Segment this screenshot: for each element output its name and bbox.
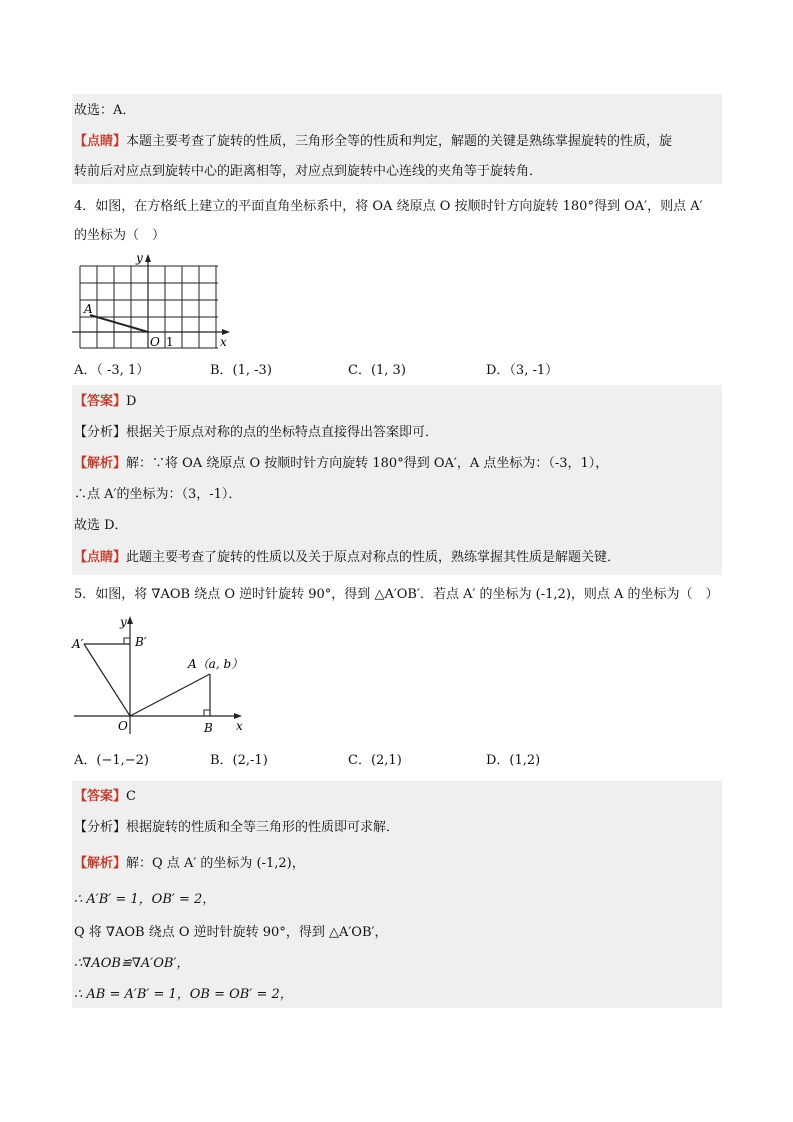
q5-right-angle-b: [204, 710, 210, 716]
q4-label-o: O: [150, 335, 160, 349]
q5-segment-o-a-prime: [84, 644, 130, 716]
q5-label-y: y: [120, 615, 127, 629]
q5-rotation-figure: [70, 608, 250, 738]
q3-comment-text1: 本题主要考查了旋转的性质，三角形全等的性质和判定，解题的关键是熟练掌握旋转的性质，旋: [126, 134, 673, 149]
q4-stem-line1: 4．如图，在方格纸上建立的平面直角坐标系中，将 OA 绕原点 O 按顺时针方向旋转 180°得到 OA′，则点 A′: [74, 199, 703, 214]
q4-analysis-label: 【分析】: [74, 425, 127, 440]
q5-label-x: x: [236, 719, 243, 733]
q4-option-d[interactable]: D．（3, -1）: [486, 363, 559, 378]
q4-segment-oa: [90, 315, 148, 332]
q5-solution-line2: ∴ A′B′ = 1，OB′ = 2，: [74, 892, 216, 907]
q5-answer-line: [74, 788, 136, 806]
q5-label-a: A（a, b）: [188, 657, 244, 671]
q3-comment-line1: [74, 133, 672, 151]
q5-solution-line5: ∴ AB = A′B′ = 1，OB = OB′ = 2，: [74, 987, 293, 1002]
q5-analysis-text: 根据旋转的性质和全等三角形的性质即可求解．: [126, 820, 400, 835]
q4-solution-text1: 解：∵将 OA 绕原点 O 按顺时针方向旋转 180°得到 OA′，A 点坐标为：（-3，1），: [126, 456, 609, 471]
q5-label-b-prime: B′: [135, 635, 147, 649]
q5-solution-text1: 解：Q 点 A′ 的坐标为 (-1,2)，: [126, 856, 305, 871]
q4-label-a: A: [84, 302, 93, 316]
q4-answer-line: [74, 393, 136, 411]
q4-comment-label: 【点睛】: [74, 550, 127, 565]
q4-analysis-line: [74, 424, 438, 442]
q3-comment-line2: 转前后对应点到旋转中心的距离相等，对应点到旋转中心连线的夹角等于旋转角．: [74, 164, 543, 179]
q5-solution-label: 【解析】: [74, 856, 127, 871]
q3-choice-line: 故选：A．: [74, 103, 136, 118]
q4-comment-text: 此题主要考查了旋转的性质以及关于原点对称点的性质，熟练掌握其性质是解题关键．: [126, 550, 621, 565]
q5-y-arrow: [127, 616, 133, 624]
q5-solution-line1: [74, 855, 305, 873]
q4-solution-line3: 故选 D．: [74, 518, 128, 533]
q4-analysis-text: 根据关于原点对称的点的坐标特点直接得出答案即可．: [126, 425, 439, 440]
q5-label-b: B: [204, 721, 213, 735]
q5-solution-line3: Q 将 ∇AOB 绕点 O 逆时针旋转 90°，得到 △A′OB′，: [74, 925, 388, 940]
q5-option-d[interactable]: D．(1,2): [486, 753, 541, 768]
q4-solution-label: 【解析】: [74, 456, 127, 471]
q5-label-o: O: [118, 719, 128, 733]
q4-comment-line: [74, 549, 620, 567]
q5-analysis-label: 【分析】: [74, 820, 127, 835]
q4-stem-line2: 的坐标为（ ）: [74, 228, 166, 243]
q4-label-y: y: [136, 252, 143, 265]
q4-answer-value: D: [126, 394, 137, 409]
q5-option-a[interactable]: A．(−1,−2): [74, 753, 149, 768]
q5-answer-value: C: [126, 789, 136, 804]
q5-option-c[interactable]: C．(2,1): [348, 753, 402, 768]
q4-solution-line1: [74, 455, 608, 473]
q4-grid-figure: [70, 252, 240, 352]
highlight-block-q4: [72, 385, 722, 575]
q4-solution-line2: ∴点 A′的坐标为：（3，-1）．: [74, 487, 242, 502]
q4-option-a[interactable]: A．（ -3, 1）: [74, 363, 150, 378]
q4-option-b[interactable]: B．(1, -3): [210, 363, 272, 378]
q3-comment-label: 【点睛】: [74, 134, 127, 149]
q5-analysis-line: [74, 819, 399, 837]
q5-right-angle-b-prime: [124, 638, 130, 644]
q5-stem-line: 5．如图，将 ∇AOB 绕点 O 逆时针旋转 90°，得到 △A′OB′．若点 A′ 的坐标为 (-1,2)，则点 A 的坐标为（ ）: [74, 587, 719, 602]
q5-solution-line4: ∴∇AOB≌∇A′OB′，: [74, 956, 190, 971]
q4-label-one: 1: [166, 335, 174, 349]
q5-label-a-prime: A′: [72, 637, 84, 651]
q4-answer-label: 【答案】: [74, 394, 127, 409]
q5-option-b[interactable]: B．(2,-1): [210, 753, 268, 768]
q4-option-c[interactable]: C．(1, 3): [348, 363, 406, 378]
q5-answer-label: 【答案】: [74, 789, 127, 804]
q5-segment-o-a: [130, 674, 210, 716]
q4-y-arrow: [145, 254, 151, 262]
q4-label-x: x: [220, 335, 227, 349]
